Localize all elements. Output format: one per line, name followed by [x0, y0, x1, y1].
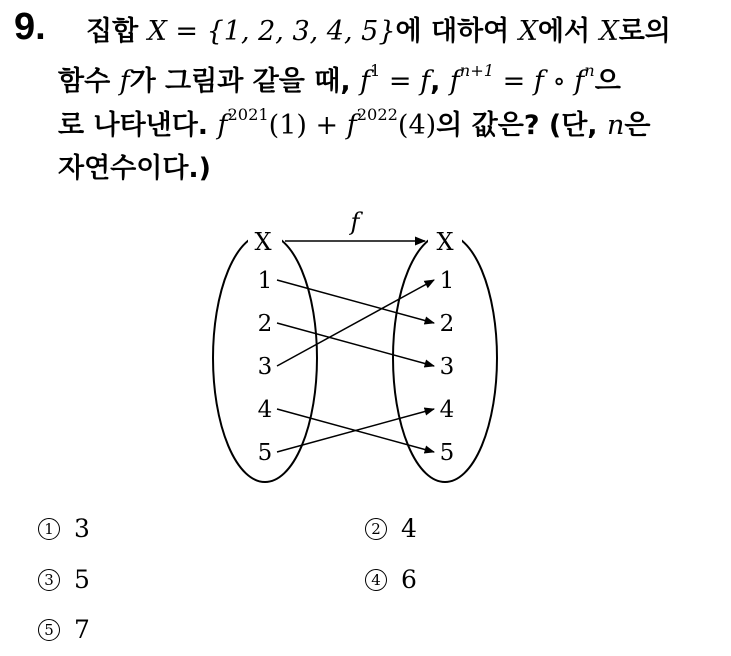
codomain-element-1: 1 [439, 268, 455, 294]
function-symbol: f [360, 66, 371, 97]
mapping-arrow-2-to-3 [277, 323, 434, 366]
function-mapping-diagram [205, 198, 505, 498]
text: 로의 [618, 16, 671, 47]
choice-4[interactable] [365, 565, 417, 594]
exponent: n+1 [459, 61, 495, 81]
mapping-layer [277, 280, 434, 452]
exponent: 1 [370, 61, 381, 81]
function-symbol: f [119, 66, 130, 97]
function-symbol: f [346, 110, 357, 141]
choice-marker: 1 [38, 518, 60, 540]
codomain-element-3: 3 [439, 354, 455, 380]
domain-element-3: 3 [257, 354, 273, 380]
codomain-element-4: 4 [439, 397, 455, 423]
set-symbol: X [599, 16, 619, 47]
function-symbol: f [420, 66, 431, 97]
set-symbol: X [518, 16, 538, 47]
function-symbol: f [217, 110, 228, 141]
text: 가 그림과 같을 때, [129, 66, 361, 97]
function-symbol: f [533, 66, 544, 97]
choice-value: 5 [74, 565, 90, 594]
expression: (1) + [268, 110, 347, 141]
function-label: f [350, 208, 360, 236]
codomain-label: X [436, 228, 454, 256]
expression: (4) [397, 110, 437, 141]
text: 에서 [537, 16, 600, 47]
question-number: 9. [14, 6, 46, 48]
question-line-3 [58, 104, 650, 148]
choice-value: 6 [401, 565, 417, 594]
text: 집합 [86, 16, 148, 47]
function-symbol: f [574, 66, 585, 97]
choice-marker: 5 [38, 619, 60, 641]
exponent: 2021 [227, 105, 269, 125]
set-definition: X = {1, 2, 3, 4, 5} [147, 16, 396, 47]
text: 자연수이다.) [58, 153, 212, 184]
choice-5[interactable] [38, 615, 90, 644]
mapping-arrow-1-to-2 [277, 280, 434, 323]
exponent: 2022 [356, 105, 398, 125]
mapping-arrow-3-to-1 [277, 280, 434, 366]
question-line-1 [86, 10, 671, 54]
text: 에 대하여 [395, 16, 519, 47]
codomain-element-2: 2 [439, 311, 455, 337]
domain-element-4: 4 [257, 397, 273, 423]
text: 의 값은? (단, [436, 110, 607, 141]
choice-value: 7 [74, 615, 90, 644]
equals: = [494, 66, 534, 97]
text: 으 [594, 66, 621, 97]
domain-element-1: 1 [257, 268, 273, 294]
variable-symbol: n [606, 110, 625, 141]
text: 은 [624, 110, 651, 141]
codomain-element-5: 5 [439, 440, 455, 466]
elements-layer [258, 268, 455, 466]
domain-element-2: 2 [257, 311, 273, 337]
text: , [430, 66, 450, 97]
choice-marker: 4 [365, 569, 387, 591]
exponent: n [584, 61, 595, 81]
domain-element-5: 5 [257, 440, 273, 466]
choice-value: 3 [74, 514, 90, 543]
choice-marker: 2 [365, 518, 387, 540]
question-line-2 [58, 60, 621, 104]
choice-marker: 3 [38, 569, 60, 591]
domain-label: X [254, 228, 272, 256]
choice-1[interactable] [38, 514, 90, 543]
choice-2[interactable] [365, 514, 417, 543]
choice-3[interactable] [38, 565, 90, 594]
function-symbol: f [449, 66, 460, 97]
equals: = [380, 66, 421, 97]
text: 함수 [58, 66, 120, 97]
choice-value: 4 [401, 514, 417, 543]
text: 로 나타낸다. [58, 110, 218, 141]
composition-operator: ∘ [543, 66, 575, 97]
question-line-4 [58, 147, 211, 191]
